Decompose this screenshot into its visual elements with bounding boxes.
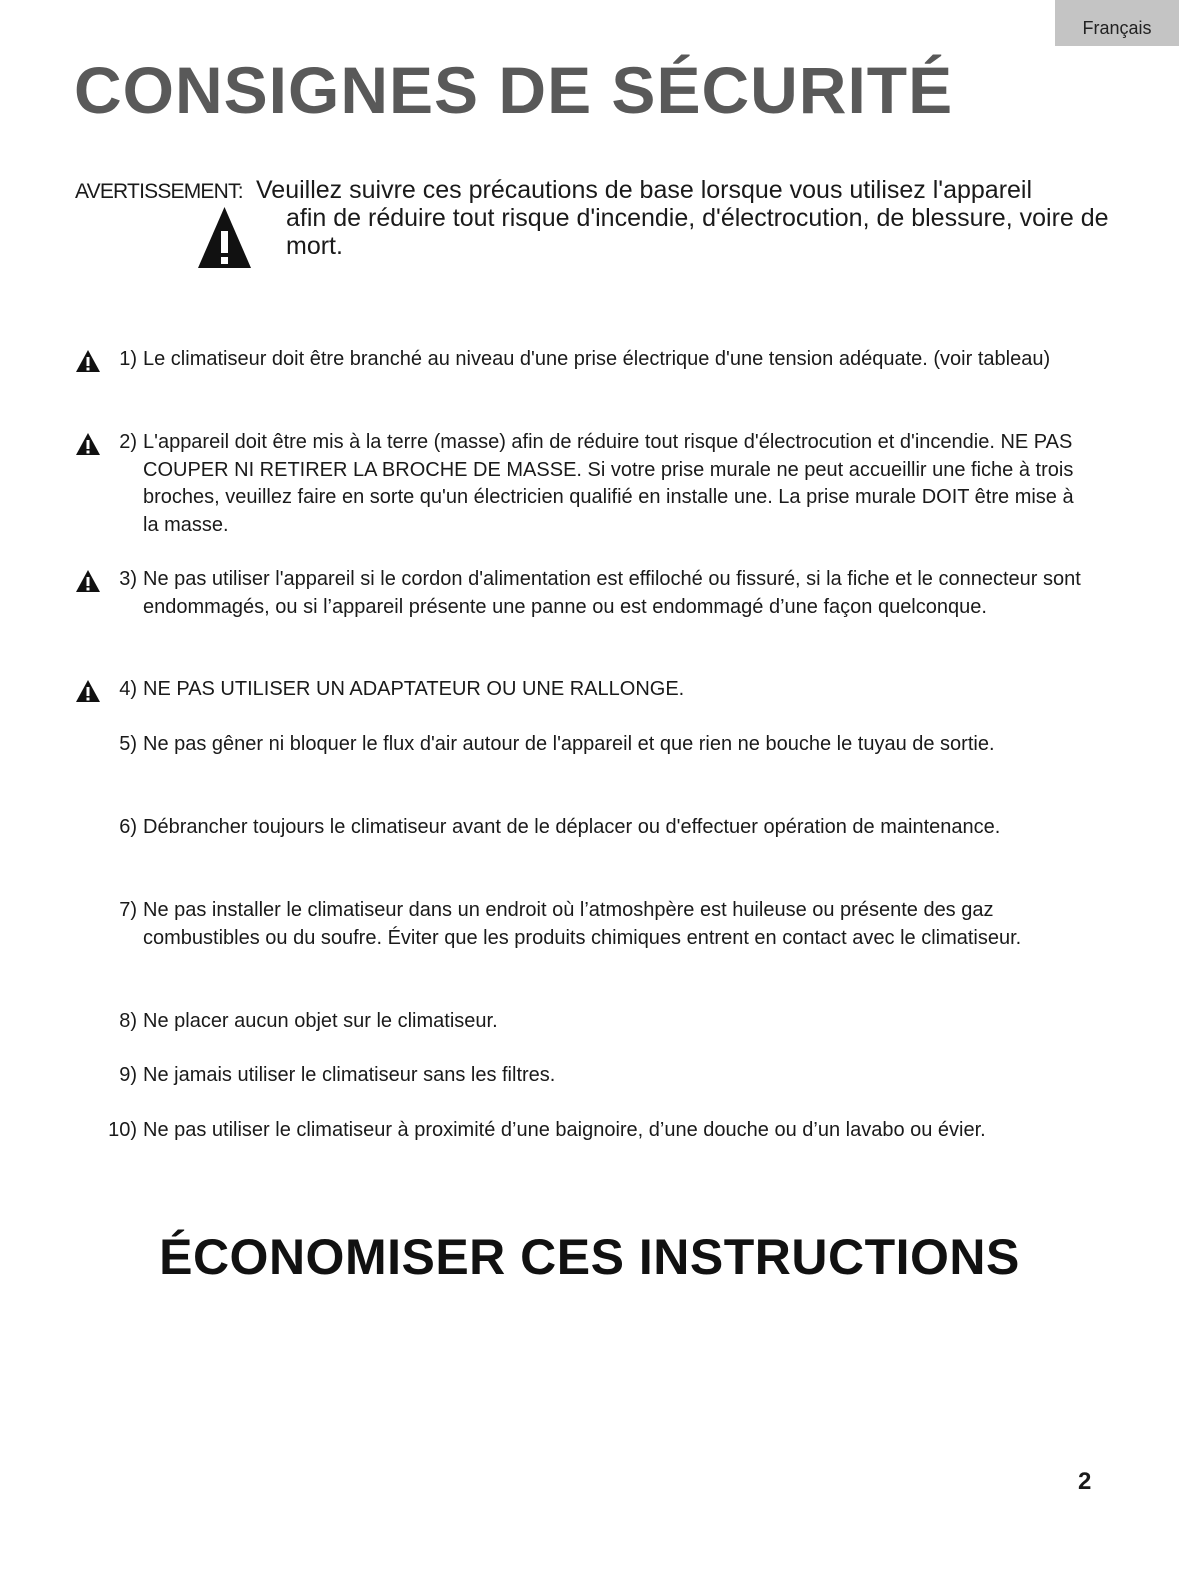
item-text: Le climatiseur doit être branché au niveau d'une prise électrique d'une tension adéquate. (voir tableau) bbox=[143, 348, 1051, 370]
item-text: NE PAS UTILISER UN ADAPTATEUR OU UNE RALLONGE. bbox=[143, 678, 685, 700]
warning-rest: afin de réduire tout risque d'incendie, d'électrocution, de blessure, voire de mort. bbox=[286, 204, 1109, 260]
page-title: CONSIGNES DE SÉCURITÉ bbox=[74, 53, 954, 127]
item-text: Ne jamais utiliser le climatiseur sans les filtres. bbox=[143, 1064, 556, 1086]
footer-title: ÉCONOMISER CES INSTRUCTIONS bbox=[159, 1229, 1020, 1285]
item-number: 6) bbox=[119, 816, 137, 838]
item-text: Ne pas utiliser l'appareil si le cordon d'alimentation est effiloché ou fissuré, si la fiche et le connecteur sont endommagés, ou si l’appareil présente une panne ou est endommagé d’une façon quelconque. bbox=[143, 568, 1081, 618]
item-number: 8) bbox=[119, 1010, 137, 1032]
item-number: 4) bbox=[119, 678, 137, 700]
item-text: Ne pas gêner ni bloquer le flux d'air autour de l'appareil et que rien ne bouche le tuyau de sortie. bbox=[143, 733, 995, 755]
item-text: Ne placer aucun objet sur le climatiseur. bbox=[143, 1010, 498, 1032]
warning-text bbox=[256, 176, 1116, 260]
language-tab: Français bbox=[1055, 0, 1179, 46]
item-number: 1) bbox=[119, 348, 137, 370]
item-number: 2) bbox=[119, 431, 137, 453]
warning-line-1: Veuillez suivre ces précautions de base lorsque vous utilisez l'appareil bbox=[256, 176, 1033, 204]
item-number: 3) bbox=[119, 568, 137, 590]
item-text: Ne pas utiliser le climatiseur à proximité d’une baignoire, d’une douche ou d’un lavabo ou évier. bbox=[143, 1119, 986, 1141]
warning-label: AVERTISSEMENT: bbox=[75, 180, 243, 203]
item-number: 10) bbox=[108, 1119, 137, 1141]
item-number: 5) bbox=[119, 733, 137, 755]
item-text: L'appareil doit être mis à la terre (masse) afin de réduire tout risque d'électrocution et d'incendie. NE PAS COUPER NI RETIRER LA BROCHE DE MASSE. Si votre prise murale ne peut accueillir une fiche à trois broches, veuillez faire en sorte qu'un électricien qualifié en installe une. La prise murale DOIT être mise à la masse. bbox=[143, 431, 1074, 536]
item-number: 7) bbox=[119, 899, 137, 921]
item-number: 9) bbox=[119, 1064, 137, 1086]
item-text: Débrancher toujours le climatiseur avant de le déplacer ou d'effectuer opération de maintenance. bbox=[143, 816, 1001, 838]
item-text: Ne pas installer le climatiseur dans un endroit où l’atmoshpère est huileuse ou présente des gaz combustibles ou du soufre. Éviter que les produits chimiques entrent en contact avec le climatiseur. bbox=[143, 899, 1022, 949]
page-number: 2 bbox=[1078, 1468, 1092, 1495]
warning-triangle-icon bbox=[197, 205, 252, 269]
